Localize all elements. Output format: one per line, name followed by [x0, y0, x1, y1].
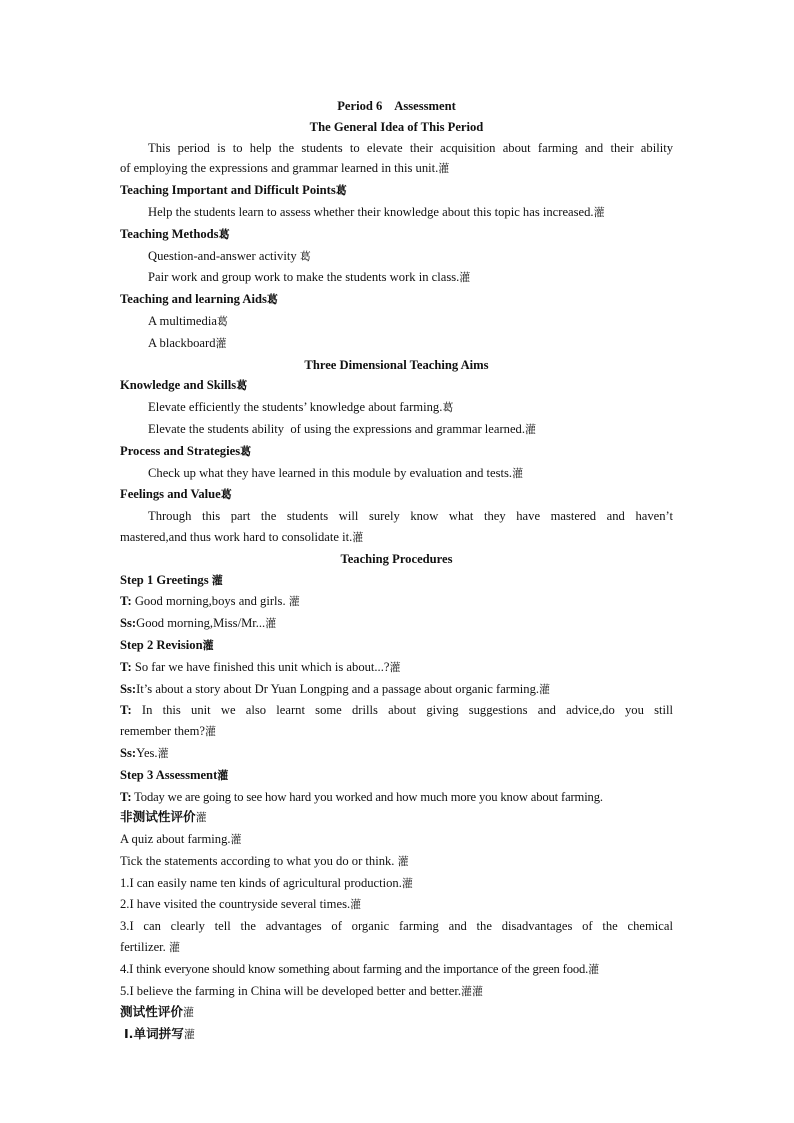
aids-item-1: A multimedia葛: [148, 313, 228, 328]
methods-item-2: Pair work and group work to make the students work in class.灌: [148, 270, 471, 285]
step-3-heading: Step 3 Assessment灌: [120, 767, 229, 782]
statement-1: 1.I can easily name ten kinds of agricultural production.灌: [120, 875, 413, 890]
step-2-teacher-line-1: T: So far we have finished this unit which is about...?灌: [120, 659, 401, 674]
step-1-teacher-line: T: Good morning,boys and girls. 灌: [120, 594, 300, 609]
general-idea-line-2: of employing the expressions and grammar learned in this unit.灌: [120, 161, 450, 176]
knowledge-item-2: Elevate the students ability of using the expressions and grammar learned.灌: [148, 421, 537, 436]
step-2-teacher-line-2-cont: remember them?灌: [120, 724, 216, 739]
general-idea-heading: The General Idea of This Period: [309, 119, 484, 134]
statement-2: 2.I have visited the countryside several times.灌: [120, 897, 362, 912]
step-2-students-line-1: Ss:It’s about a story about Dr Yuan Longping and a passage about organic farming.灌: [120, 681, 551, 696]
statement-3-line-1: 3.I can clearly tell the advantages of organic farming and the disadvantages of the chemical: [120, 919, 673, 934]
feelings-line-1: Through this part the students will surely know what they have mastered and haven’t: [148, 509, 673, 524]
test-heading: 测试性评价灌: [120, 1004, 194, 1020]
statement-4: 4.I think everyone should know something about farming and the importance of the green food.灌: [120, 961, 599, 976]
methods-item-1: Question-and-answer activity 葛: [148, 248, 311, 263]
important-points-text: Help the students learn to assess whether their knowledge about this topic has increased.灌: [148, 204, 605, 219]
aims-heading: Three Dimensional Teaching Aims: [304, 357, 489, 372]
step-1-students-line: Ss:Good morning,Miss/Mr...灌: [120, 616, 277, 631]
process-item-1: Check up what they have learned in this module by evaluation and tests.灌: [148, 465, 524, 480]
step-2-teacher-line-2: T: In this unit we also learnt some drills about giving suggestions and advice,do you still: [120, 703, 673, 718]
general-idea-line-1: This period is to help the students to elevate their acquisition about farming and their ability: [148, 140, 673, 155]
knowledge-item-1: Elevate efficiently the students’ knowledge about farming.葛: [148, 400, 454, 415]
quiz-title: A quiz about farming.灌: [120, 832, 242, 847]
document-page: [120, 96, 673, 1046]
statement-5: 5.I believe the farming in China will be developed better and better.灌灌: [120, 983, 483, 998]
step-3-teacher-line: T: Today we are going to see how hard you worked and how much more you know about farming.: [120, 789, 603, 804]
spelling-section-heading: Ⅰ.单词拼写灌: [124, 1026, 195, 1042]
step-1-heading: Step 1 Greetings 灌: [120, 572, 223, 587]
page-title: Period 6 Assessment: [337, 99, 456, 113]
feelings-heading: Feelings and Value葛: [120, 487, 232, 502]
feelings-line-2: mastered,and thus work hard to consolidate it.灌: [120, 529, 364, 544]
aids-heading: Teaching and learning Aids葛: [120, 292, 278, 307]
aids-item-2: A blackboard灌: [148, 335, 227, 350]
methods-heading: Teaching Methods葛: [120, 226, 230, 241]
important-points-heading: Teaching Important and Difficult Points葛: [120, 183, 347, 198]
quiz-instruction: Tick the statements according to what you do or think. 灌: [120, 853, 409, 868]
step-2-students-line-2: Ss:Yes.灌: [120, 745, 169, 760]
knowledge-heading: Knowledge and Skills葛: [120, 378, 248, 393]
procedures-heading: Teaching Procedures: [340, 551, 453, 566]
process-heading: Process and Strategies葛: [120, 443, 252, 458]
step-2-heading: Step 2 Revision灌: [120, 637, 214, 652]
non-test-heading: 非测试性评价灌: [120, 809, 207, 825]
statement-3-line-2: fertilizer. 灌: [120, 940, 180, 955]
